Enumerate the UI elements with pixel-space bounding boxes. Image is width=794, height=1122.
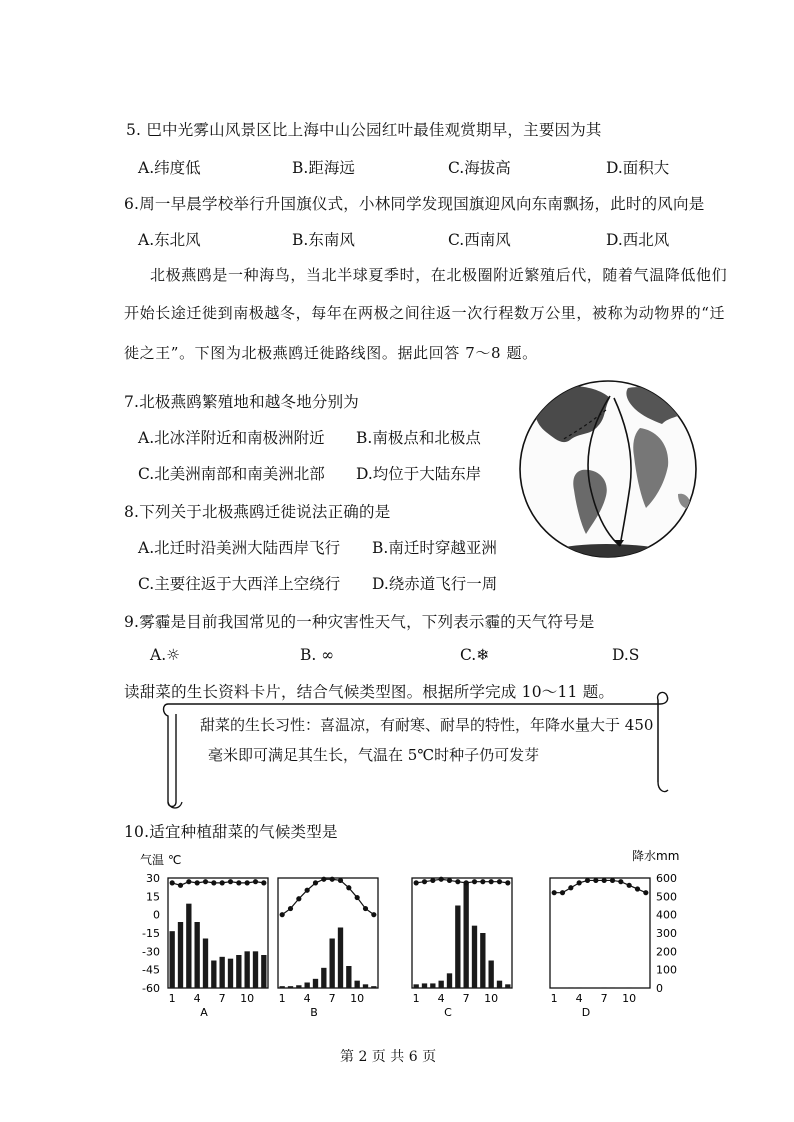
- precip-bar: [497, 981, 502, 988]
- temp-tick-label: -45: [142, 963, 160, 977]
- right-axis-label: 降水mm: [632, 849, 680, 863]
- precip-bar: [464, 882, 469, 988]
- temperature-point: [585, 878, 590, 883]
- month-tick-label: 4: [193, 992, 201, 1005]
- temperature-point: [552, 890, 557, 895]
- precip-bar: [211, 961, 216, 989]
- question-6-option-a[interactable]: A.东北风: [138, 231, 201, 249]
- panel-frame: [412, 878, 512, 988]
- temperature-point: [577, 880, 582, 885]
- temperature-point: [186, 879, 191, 884]
- question-6-option-c[interactable]: C.西南风: [448, 231, 511, 249]
- temperature-point: [355, 895, 360, 900]
- precip-bar: [261, 955, 266, 988]
- precip-tick-label: 400: [656, 908, 677, 922]
- precip-bar: [627, 987, 632, 988]
- question-9-option-c[interactable]: C.❄: [460, 646, 490, 664]
- question-6-stem: 6.周一早晨学校举行升国旗仪式，小林同学发现国旗迎风向东南飘扬，此时的风向是: [124, 195, 705, 213]
- temperature-point: [211, 880, 216, 885]
- precip-tick-label: 300: [656, 927, 677, 940]
- temp-tick-label: -15: [142, 927, 160, 940]
- temp-tick-label: -30: [142, 945, 160, 959]
- temperature-point: [321, 877, 326, 882]
- precip-bar: [602, 987, 607, 988]
- question-5-stem: 5. 巴中光雾山风景区比上海中山公园红叶最佳观赏期早，主要因为其: [126, 121, 602, 139]
- temperature-point: [220, 880, 225, 885]
- precip-bar: [228, 959, 233, 988]
- temperature-axis: [142, 872, 160, 995]
- month-tick-label: 4: [575, 992, 583, 1005]
- month-tick-label: 4: [303, 992, 311, 1005]
- temperature-point: [447, 878, 452, 883]
- page-number-footer: 第 2 页 共 6 页: [340, 1049, 437, 1065]
- panel-label: B: [310, 1006, 318, 1018]
- temperature-point: [643, 890, 648, 895]
- precip-bar: [363, 984, 368, 988]
- precip-bar: [253, 951, 258, 988]
- passage-line-2: 开始长途迁徙到南极越冬，每年在两极之间往返一次行程数万公里，被称为动物界的“迁: [124, 304, 726, 322]
- month-tick-label: 4: [437, 992, 445, 1005]
- precip-bar: [288, 986, 293, 988]
- question-9-option-b[interactable]: B. ∞: [300, 646, 335, 664]
- temperature-point: [195, 880, 200, 885]
- temp-tick-label: 30: [146, 872, 160, 885]
- climate-panel-c: [412, 877, 512, 1018]
- climate-charts: [120, 846, 694, 1018]
- temperature-point: [489, 879, 494, 884]
- climate-panels: [168, 877, 650, 1018]
- precip-bar: [371, 986, 376, 988]
- card-intro: 读甜菜的生长资料卡片，结合气候类型图。根据所学完成 10～11 题。: [124, 683, 615, 701]
- temperature-point: [330, 877, 335, 882]
- temperature-point: [455, 879, 460, 884]
- question-9-option-a[interactable]: A.☼: [150, 646, 181, 664]
- precip-tick-label: 0: [656, 982, 663, 995]
- panel-frame: [550, 878, 650, 988]
- temperature-line: [172, 882, 264, 886]
- question-8-option-c[interactable]: C.主要往返于大西洋上空绕行: [138, 575, 341, 593]
- precip-bar: [414, 984, 419, 988]
- precip-tick-label: 500: [656, 890, 677, 904]
- temperature-point: [170, 880, 175, 885]
- temperature-point: [635, 886, 640, 891]
- precip-bar: [321, 968, 326, 988]
- precip-tick-label: 100: [656, 963, 677, 977]
- temperature-point: [472, 879, 477, 884]
- question-8-stem: 8.下列关于北极燕鸥迁徙说法正确的是: [124, 503, 391, 521]
- temperature-point: [245, 880, 250, 885]
- temperature-point: [430, 878, 435, 883]
- temperature-point: [305, 888, 310, 893]
- question-9-option-d[interactable]: D.S: [612, 646, 640, 664]
- temperature-point: [422, 879, 427, 884]
- month-tick-label: 1: [278, 992, 286, 1005]
- temp-tick-label: -60: [142, 982, 160, 995]
- temperature-point: [261, 880, 266, 885]
- precip-bar: [330, 939, 335, 989]
- temperature-point: [505, 880, 510, 885]
- passage-line-1: 北极燕鸥是一种海鸟，当北半球夏季时，在北极圈附近繁殖后代，随着气温降低他们: [150, 266, 728, 284]
- precip-bar: [186, 904, 191, 988]
- month-tick-label: 10: [484, 992, 499, 1005]
- passage-line-3: 徙之王”。下图为北极燕鸥迁徙路线图。据此回答 7～8 题。: [124, 344, 538, 362]
- temperature-point: [178, 883, 183, 888]
- temperature-point: [236, 880, 241, 885]
- temperature-point: [602, 878, 607, 883]
- question-7-option-a[interactable]: A.北冰洋附近和南极洲附近: [138, 429, 325, 447]
- climate-panel-b: [278, 877, 378, 1018]
- precip-bar: [203, 939, 208, 989]
- question-7-stem: 7.北极燕鸥繁殖地和越冬地分别为: [124, 393, 359, 411]
- question-7-option-d[interactable]: D.均位于大陆东岸: [356, 465, 482, 483]
- question-8-option-a[interactable]: A.北迁时沿美洲大陆西岸飞行: [138, 539, 341, 557]
- temperature-point: [627, 883, 632, 888]
- month-tick-label: 1: [412, 992, 420, 1005]
- antarctica-shape: [550, 544, 670, 564]
- precip-bar: [430, 983, 435, 988]
- precip-bar: [245, 951, 250, 988]
- precip-bar: [480, 933, 485, 988]
- temperature-line: [282, 879, 374, 914]
- month-tick-label: 7: [462, 992, 470, 1005]
- temperature-line: [416, 879, 508, 883]
- temperature-point: [253, 879, 258, 884]
- question-6-option-b[interactable]: B.东南风: [292, 231, 355, 249]
- precip-bar: [195, 922, 200, 988]
- precip-bar: [178, 922, 183, 988]
- month-tick-label: 10: [240, 992, 255, 1005]
- panel-label: D: [581, 1006, 591, 1018]
- month-tick-label: 10: [622, 992, 637, 1005]
- precip-bar: [338, 928, 343, 989]
- card-line-1: 甜菜的生长习性：喜温凉，有耐寒、耐旱的特性，年降水量大于 450: [200, 716, 654, 734]
- precip-bar: [313, 979, 318, 988]
- precip-bar: [422, 983, 427, 988]
- precip-bar: [236, 955, 241, 988]
- climate-panel-a: [168, 878, 268, 1018]
- question-7-option-b[interactable]: B.南极点和北极点: [356, 429, 481, 447]
- question-5-option-b[interactable]: B.距海远: [292, 159, 355, 177]
- question-5-option-a[interactable]: A.纬度低: [138, 159, 201, 177]
- question-5-option-c[interactable]: C.海拔高: [448, 159, 511, 177]
- precip-bar: [505, 984, 510, 988]
- month-tick-label: 1: [168, 992, 176, 1005]
- precipitation-axis: [656, 872, 677, 995]
- precip-bar: [447, 973, 452, 988]
- temperature-point: [346, 885, 351, 890]
- temperature-point: [480, 879, 485, 884]
- question-7-option-c[interactable]: C.北美洲南部和南美洲北部: [138, 465, 325, 483]
- temperature-point: [228, 879, 233, 884]
- precip-bar: [439, 981, 444, 988]
- month-tick-label: 10: [350, 992, 365, 1005]
- temperature-point: [338, 878, 343, 883]
- panel-label: A: [200, 1006, 208, 1018]
- question-5-option-d[interactable]: D.面积大: [606, 159, 670, 177]
- temperature-point: [610, 878, 615, 883]
- month-tick-label: 7: [328, 992, 336, 1005]
- temperature-point: [593, 878, 598, 883]
- temperature-point: [497, 879, 502, 884]
- left-axis-label: 气温 ℃: [140, 853, 182, 867]
- panel-frame: [278, 878, 378, 988]
- temperature-point: [288, 906, 293, 911]
- month-tick-label: 7: [218, 992, 226, 1005]
- temperature-point: [363, 906, 368, 911]
- temperature-line: [554, 880, 646, 892]
- precip-bar: [280, 986, 285, 988]
- precip-bar: [472, 926, 477, 988]
- temperature-point: [618, 879, 623, 884]
- question-10-stem: 10.适宜种植甜菜的气候类型是: [124, 823, 338, 841]
- temperature-point: [313, 880, 318, 885]
- precip-bar: [355, 981, 360, 988]
- precip-bar: [305, 983, 310, 989]
- precip-bar: [577, 987, 582, 988]
- precip-tick-label: 600: [656, 872, 677, 885]
- temperature-point: [371, 912, 376, 917]
- precip-tick-label: 200: [656, 945, 677, 959]
- climate-panel-d: [550, 878, 650, 1018]
- temperature-point: [568, 885, 573, 890]
- temperature-point: [203, 879, 208, 884]
- month-tick-label: 7: [600, 992, 608, 1005]
- question-9-stem: 9.雾霾是目前我国常见的一种灾害性天气，下列表示霾的天气符号是: [124, 613, 595, 631]
- temperature-point: [296, 896, 301, 901]
- card-line-2: 毫米即可满足其生长，气温在 5℃时种子仍可发芽: [208, 746, 540, 764]
- temperature-point: [464, 880, 469, 885]
- precip-bar: [455, 906, 460, 989]
- precip-bar: [568, 987, 573, 988]
- precip-bar: [346, 966, 351, 988]
- temp-tick-label: 15: [146, 890, 160, 904]
- question-8-option-d[interactable]: D.绕赤道飞行一周: [372, 575, 498, 593]
- tern-migration-map: [510, 374, 706, 564]
- precip-bar: [170, 931, 175, 988]
- precip-bar: [220, 957, 225, 988]
- precip-bar: [610, 987, 615, 988]
- precip-bar: [489, 961, 494, 989]
- precip-bar: [296, 985, 301, 988]
- temperature-point: [560, 890, 565, 895]
- temp-tick-label: 0: [153, 908, 160, 922]
- question-6-option-d[interactable]: D.西北风: [606, 231, 670, 249]
- month-tick-label: 1: [550, 992, 558, 1005]
- question-8-option-b[interactable]: B.南迁时穿越亚洲: [372, 539, 497, 557]
- temperature-point: [439, 877, 444, 882]
- panel-label: C: [444, 1006, 452, 1018]
- temperature-point: [414, 880, 419, 885]
- temperature-point: [280, 912, 285, 917]
